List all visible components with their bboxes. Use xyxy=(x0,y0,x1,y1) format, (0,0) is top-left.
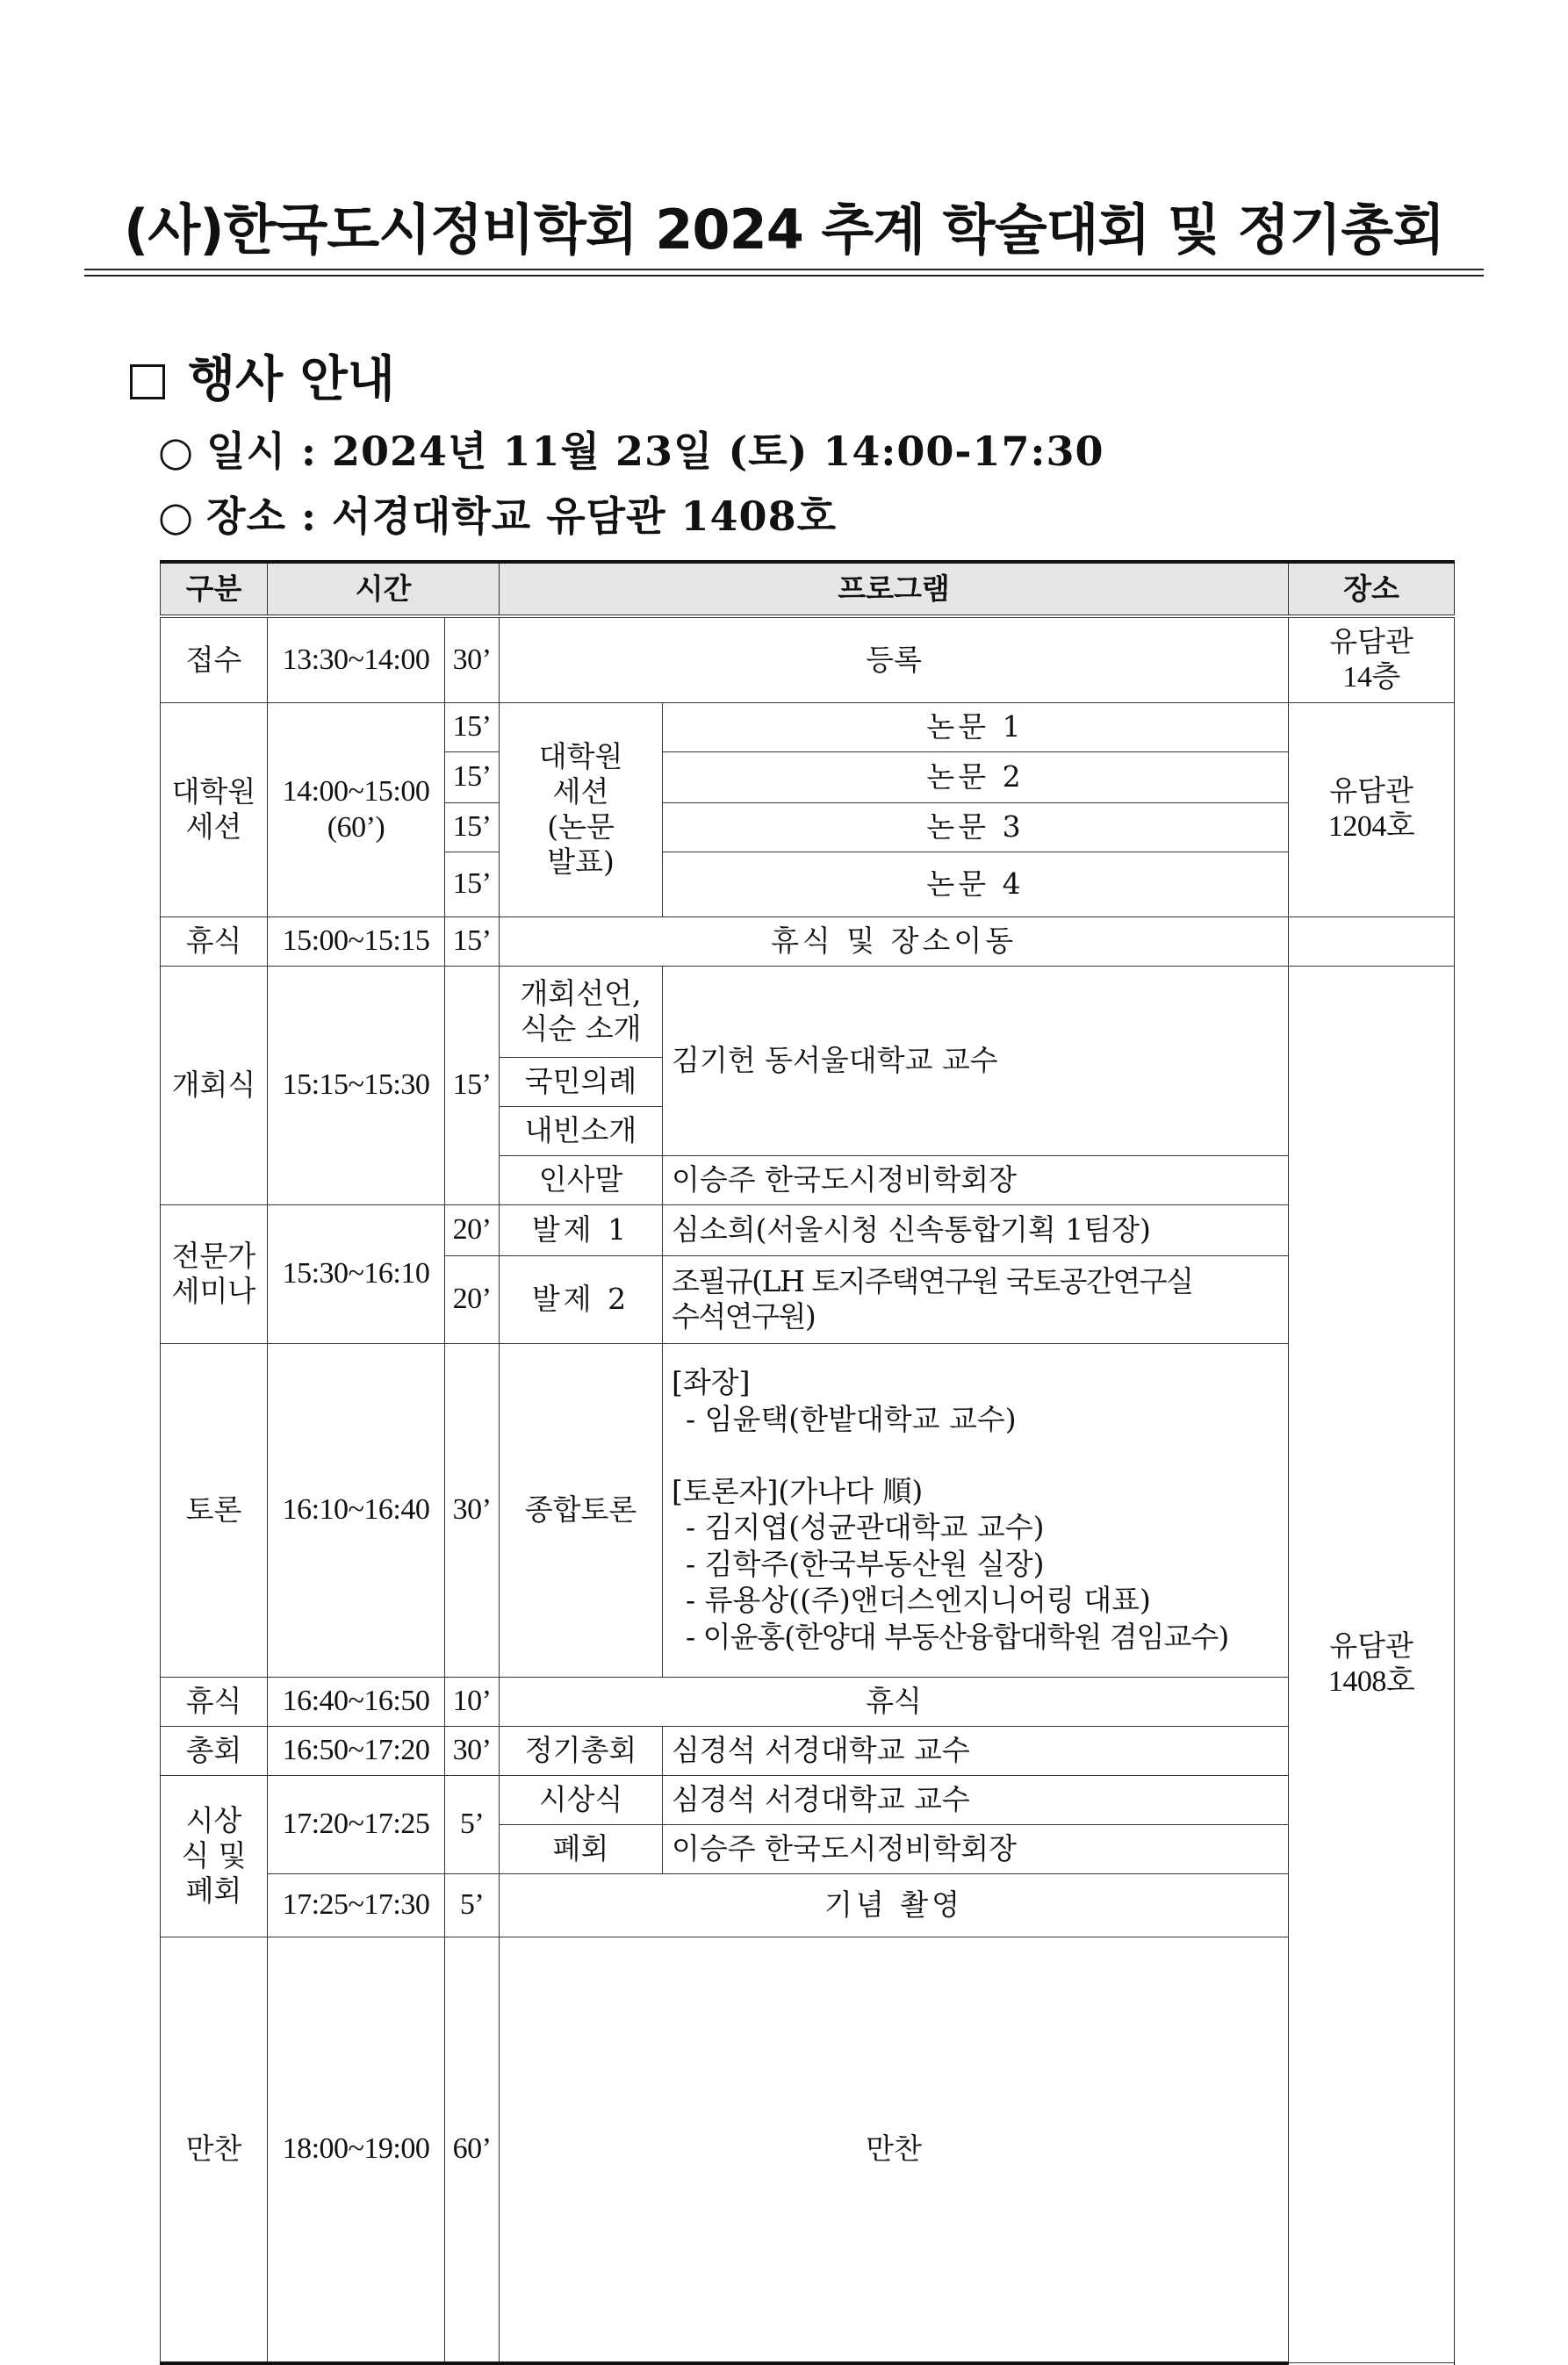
table-row xyxy=(161,1677,1455,1726)
opening-item-4: 인사말 xyxy=(500,1155,663,1204)
dinner-program: 만찬 xyxy=(500,1937,1289,2363)
paper-2: 논문 2 xyxy=(663,751,1289,802)
seminar-time: 15:30~16:10 xyxy=(268,1204,445,1343)
title-rule-bottom xyxy=(84,275,1484,277)
table-row xyxy=(161,917,1455,966)
break1-category: 휴식 xyxy=(161,917,268,966)
assembly-program: 정기총회 xyxy=(500,1726,663,1775)
dinner-duration: 60’ xyxy=(445,1937,500,2363)
seminar-presenter-1: 심소희(서울시청 신속통합기획 1팀장) xyxy=(663,1204,1289,1255)
closing-ceremony: 폐회 xyxy=(500,1824,663,1873)
table-row xyxy=(161,702,1455,751)
discussion-duration: 30’ xyxy=(445,1343,500,1677)
header-time: 시간 xyxy=(268,562,500,616)
seminar-topic-2: 발제 2 xyxy=(500,1255,663,1343)
opening-item-2: 국민의례 xyxy=(500,1057,663,1106)
reception-place: 유담관 14층 xyxy=(1289,616,1455,702)
table-header-row xyxy=(161,562,1455,616)
discussion-time: 16:10~16:40 xyxy=(268,1343,445,1677)
table-row xyxy=(161,1204,1455,1255)
paper-4: 논문 4 xyxy=(663,852,1289,917)
table-row xyxy=(161,966,1455,1057)
checkbox-square-icon xyxy=(130,364,165,399)
assembly-person: 심경석 서경대학교 교수 xyxy=(663,1726,1289,1775)
assembly-duration: 30’ xyxy=(445,1726,500,1775)
award-person: 심경석 서경대학교 교수 xyxy=(663,1775,1289,1824)
section-heading xyxy=(130,341,395,411)
paper-3: 논문 3 xyxy=(663,802,1289,852)
opening-item-1: 개회선언, 식순 소개 xyxy=(500,966,663,1057)
seminar-duration-2: 20’ xyxy=(445,1255,500,1343)
title-rule-top xyxy=(84,269,1484,270)
photo-program: 기념 촬영 xyxy=(500,1873,1289,1937)
grad-category: 대학원 세션 xyxy=(161,702,268,917)
table-row xyxy=(161,1937,1455,2363)
seminar-duration-1: 20’ xyxy=(445,1204,500,1255)
reception-time: 13:30~14:00 xyxy=(268,616,445,702)
header-place: 장소 xyxy=(1289,562,1455,616)
schedule-table xyxy=(160,560,1455,2365)
assembly-category: 총회 xyxy=(161,1726,268,1775)
opening-category: 개회식 xyxy=(161,966,268,1204)
table-row xyxy=(161,616,1455,702)
award-ceremony: 시상식 xyxy=(500,1775,663,1824)
break2-time: 16:40~16:50 xyxy=(268,1677,445,1726)
discussion-category: 토론 xyxy=(161,1343,268,1677)
table-row xyxy=(161,1873,1455,1937)
table-row xyxy=(161,1775,1455,1824)
closing-duration-1: 5’ xyxy=(445,1775,500,1873)
dinner-category: 만찬 xyxy=(161,1937,268,2363)
closing-time-1: 17:20~17:25 xyxy=(268,1775,445,1873)
header-category: 구분 xyxy=(161,562,268,616)
page-title: (사)한국도시정비학회 2024 추계 학술대회 및 정기총회 xyxy=(124,198,1444,262)
break1-time: 15:00~15:15 xyxy=(268,917,445,966)
dinner-time: 18:00~19:00 xyxy=(268,1937,445,2363)
place-value: 서경대학교 유담관 1408호 xyxy=(332,492,838,540)
table-row xyxy=(161,1343,1455,1677)
reception-duration: 30’ xyxy=(445,616,500,702)
event-date-line xyxy=(158,420,1104,478)
date-value: 2024년 11월 23일 (토) 14:00-17:30 xyxy=(332,428,1104,475)
break2-duration: 10’ xyxy=(445,1677,500,1726)
opening-person-2: 이승주 한국도시정비학회장 xyxy=(663,1155,1289,1204)
closing-duration-2: 5’ xyxy=(445,1873,500,1937)
grad-duration-1: 15’ xyxy=(445,702,500,751)
grad-time: 14:00~15:00 (60’) xyxy=(268,702,445,917)
assembly-time: 16:50~17:20 xyxy=(268,1726,445,1775)
closing-category: 시상 식 및 폐회 xyxy=(161,1775,268,1937)
grad-duration-3: 15’ xyxy=(445,802,500,852)
seminar-presenter-2: 조필규(LH 토지주택연구원 국토공간연구실 수석연구원) xyxy=(663,1255,1289,1343)
reception-category: 접수 xyxy=(161,616,268,702)
paper-1: 논문 1 xyxy=(663,702,1289,751)
main-place: 유담관 1408호 xyxy=(1289,966,1455,2363)
event-place-line xyxy=(158,485,837,543)
section-title: 행사 안내 xyxy=(188,351,395,408)
break2-program: 휴식 xyxy=(500,1677,1289,1726)
break1-duration: 15’ xyxy=(445,917,500,966)
opening-duration: 15’ xyxy=(445,966,500,1204)
grad-duration-2: 15’ xyxy=(445,751,500,802)
closing-person: 이승주 한국도시정비학회장 xyxy=(663,1824,1289,1873)
seminar-topic-1: 발제 1 xyxy=(500,1204,663,1255)
discussion-program: 종합토론 xyxy=(500,1343,663,1677)
bullet-circle-icon: ○ xyxy=(158,428,195,475)
opening-time: 15:15~15:30 xyxy=(268,966,445,1204)
reception-program: 등록 xyxy=(500,616,1289,702)
break1-program: 휴식 및 장소이동 xyxy=(500,917,1289,966)
header-program: 프로그램 xyxy=(500,562,1289,616)
bullet-circle-icon: ○ xyxy=(158,492,195,540)
table-row xyxy=(161,1726,1455,1775)
grad-place: 유담관 1204호 xyxy=(1289,702,1455,917)
seminar-category: 전문가 세미나 xyxy=(161,1204,268,1343)
grad-session-label: 대학원 세션 (논문 발표) xyxy=(500,702,663,917)
discussion-participants: [좌장] - 임윤택(한밭대학교 교수) [토론자](가나다 順) - 김지엽(성균관대학교 교수) - 김학주(한국부동산원 실장) - 류용상((주)앤더스엔지니어링 대표) - 이윤홍(한양대 부동산융합대학원 겸임교수) xyxy=(663,1343,1289,1677)
break2-category: 휴식 xyxy=(161,1677,268,1726)
opening-item-3: 내빈소개 xyxy=(500,1106,663,1155)
grad-duration-4: 15’ xyxy=(445,852,500,917)
opening-person-1: 김기헌 동서울대학교 교수 xyxy=(663,966,1289,1155)
date-label: 일시 : xyxy=(206,428,318,475)
break1-place xyxy=(1289,917,1455,966)
closing-time-2: 17:25~17:30 xyxy=(268,1873,445,1937)
place-label: 장소 : xyxy=(206,492,318,540)
